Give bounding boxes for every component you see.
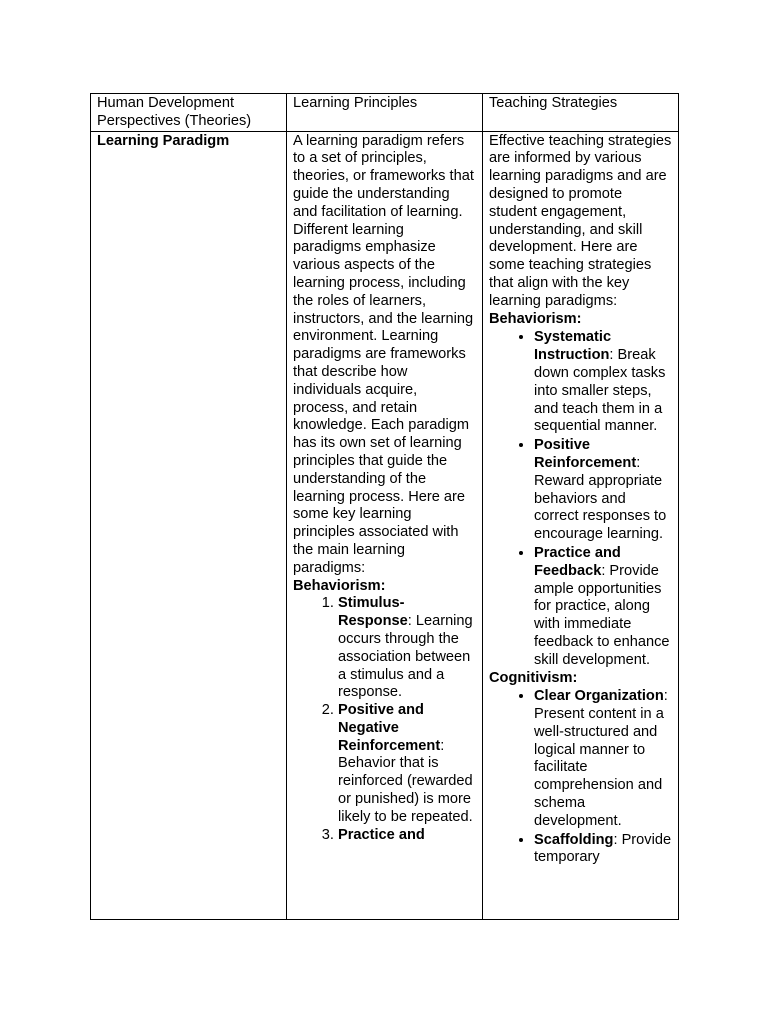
item-term: Scaffolding: [534, 831, 614, 848]
header-cell-perspectives: Human Development Perspectives (Theories): [91, 94, 287, 132]
list-item: [534, 328, 672, 436]
item-text: : Learning occurs through the association between a stimulus and a response.: [338, 613, 473, 701]
list-item: [338, 702, 476, 827]
list-item: [338, 595, 476, 702]
header-cell-principles: Learning Principles: [287, 94, 483, 132]
list-item: [534, 831, 672, 868]
strategies-section-title: Cognitivism:: [489, 669, 578, 686]
strategies-list: [489, 328, 672, 669]
header-cell-strategies: Teaching Strategies: [483, 94, 679, 132]
item-text: : Behavior that is reinforced (rewarded or punished) is more likely to be repeated.: [338, 737, 473, 825]
item-text: : Present content in a well-structured and logical manner to facilitate comprehension and schema development.: [534, 688, 668, 829]
item-text: : Provide temporary: [534, 831, 672, 866]
list-item: [338, 827, 476, 845]
strategies-list: [489, 687, 672, 867]
item-text: : Provide ample opportunities for practice, along with immediate feedback to enhance skill development.: [534, 562, 670, 668]
table-header-row: [91, 94, 679, 132]
item-term: Stimulus-Response: [338, 595, 408, 630]
item-text: : Break down complex tasks into smaller steps, and teach them in a sequential manner.: [534, 347, 666, 435]
paradigm-title: Learning Paradigm: [97, 132, 230, 149]
strategies-cell: [483, 131, 679, 919]
item-term: Positive Reinforcement: [534, 437, 637, 471]
strategies-section-title: Behaviorism:: [489, 310, 582, 327]
item-text: : Reward appropriate behaviors and correct responses to encourage learning.: [534, 454, 667, 543]
item-term: Clear Organization: [534, 688, 664, 705]
table-row: [91, 131, 679, 919]
item-term: Practice and: [338, 826, 425, 843]
paradigm-table: [90, 93, 679, 920]
item-term: Positive and Negative Reinforcement: [338, 702, 441, 754]
principles-section-title: Behaviorism:: [293, 577, 386, 594]
principles-list: [293, 595, 476, 844]
list-item: [534, 544, 672, 670]
item-term: Systematic Instruction: [534, 329, 612, 364]
principles-intro: A learning paradigm refers to a set of principles, theories, or frameworks that guide the understanding and facilitation of learning. Different learning paradigms emphasize various aspects of the learning process, including the roles of learners, instructors, and the learning environment. Learning paradigms are frameworks that describe how individuals acquire, process, and retain knowledge. Each paradigm has its own set of learning principles that guide the understanding of the learning process. Here are some key learning principles associated with the main learning paradigms:: [293, 132, 474, 576]
perspective-cell: [91, 131, 287, 919]
list-item: [534, 687, 672, 830]
list-item: [534, 436, 672, 544]
principles-cell: [287, 131, 483, 919]
item-term: Practice and Feedback: [534, 544, 621, 579]
strategies-intro: Effective teaching strategies are informed by various learning paradigms and are designed to promote student engagement, understanding, and skill development. Here are some teaching strategies that align with the key learning paradigms:: [489, 132, 672, 309]
